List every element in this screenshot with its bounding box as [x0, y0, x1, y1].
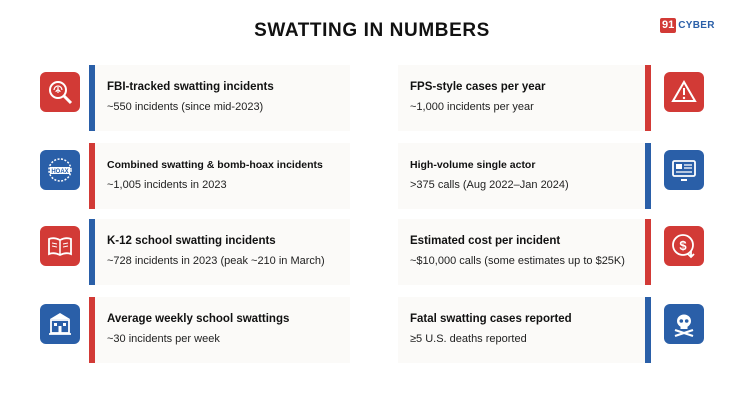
stat-value: ~30 incidents per week	[107, 333, 220, 345]
hoax-stamp-icon	[40, 150, 80, 190]
logo-number: 91	[662, 19, 675, 31]
stat-value: ~728 incidents in 2023 (peak ~210 in March)	[107, 255, 325, 267]
brand-logo	[660, 18, 715, 33]
id-card-monitor-icon	[664, 150, 704, 190]
stat-card	[398, 65, 645, 131]
svg-text:$: $	[679, 238, 687, 253]
stat-value: ≥5 U.S. deaths reported	[410, 333, 527, 345]
warning-sign-icon	[664, 72, 704, 112]
stat-value: ~1,005 incidents in 2023	[107, 179, 227, 191]
stat-heading: Fatal swatting cases reported	[410, 313, 572, 325]
stat-heading: K-12 school swatting incidents	[107, 235, 276, 247]
stat-card	[398, 143, 645, 209]
dollar-down-icon	[664, 226, 704, 266]
stat-row-4	[0, 297, 744, 363]
stat-card	[95, 297, 350, 363]
school-building-icon	[40, 304, 80, 344]
accent-bar	[645, 297, 651, 363]
stat-card	[95, 65, 350, 131]
stat-heading: FPS-style cases per year	[410, 81, 546, 93]
stat-card	[95, 143, 350, 209]
stat-heading: FBI-tracked swatting incidents	[107, 81, 274, 93]
open-book-icon	[40, 226, 80, 266]
fingerprint-magnifier-icon	[40, 72, 80, 112]
stat-row-1	[0, 65, 744, 131]
stat-heading: Combined swatting & bomb-hoax incidents	[107, 159, 323, 171]
stat-value: ~1,000 incidents per year	[410, 101, 534, 113]
stat-heading: Estimated cost per incident	[410, 235, 561, 247]
stat-card	[95, 219, 350, 285]
stat-heading: High-volume single actor	[410, 159, 536, 171]
stat-row-3	[0, 219, 744, 285]
stat-value: ~$10,000 calls (some estimates up to $25K)	[410, 255, 625, 267]
page-title: SWATTING IN NUMBERS	[254, 20, 490, 41]
accent-bar	[645, 219, 651, 285]
stat-row-2	[0, 143, 744, 209]
stat-heading: Average weekly school swattings	[107, 313, 290, 325]
accent-bar	[645, 143, 651, 209]
skull-crossbones-icon	[664, 304, 704, 344]
logo-text: CYBER	[678, 20, 715, 31]
stat-value: >375 calls (Aug 2022–Jan 2024)	[410, 179, 569, 191]
stat-card	[398, 297, 645, 363]
accent-bar	[645, 65, 651, 131]
stat-card	[398, 219, 645, 285]
svg-text:HOAX: HOAX	[51, 169, 69, 175]
stat-value: ~550 incidents (since mid-2023)	[107, 101, 264, 113]
